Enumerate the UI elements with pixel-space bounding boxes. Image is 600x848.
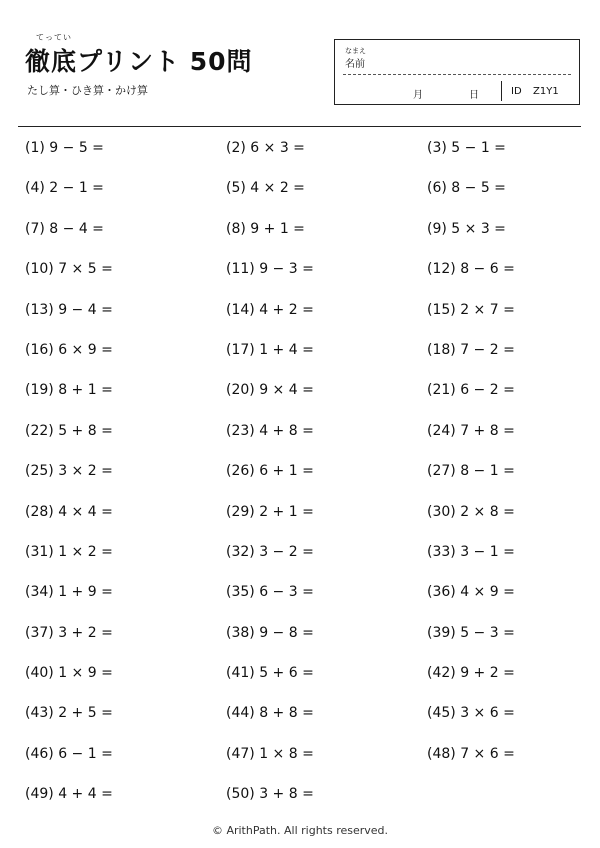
- id-value: Z1Y1: [533, 86, 559, 97]
- header-divider: [18, 126, 581, 127]
- problem-item: (2) 6 × 3 =: [226, 140, 305, 156]
- problem-item: (24) 7 + 8 =: [427, 422, 515, 439]
- page-title: 徹底プリント 50問: [25, 47, 253, 76]
- id-divider: [501, 81, 502, 101]
- problem-item: (37) 3 + 2 =: [25, 624, 113, 641]
- problem-item: (27) 8 − 1 =: [427, 463, 515, 480]
- problem-item: (25) 3 × 2 =: [25, 463, 113, 480]
- problem-item: (48) 7 × 6 =: [427, 745, 515, 762]
- problem-item: (4) 2 − 1 =: [25, 180, 104, 197]
- problem-item: (46) 6 − 1 =: [25, 745, 113, 762]
- name-label: 名前: [345, 59, 365, 70]
- month-label: 月: [413, 90, 423, 101]
- problem-item: (16) 6 × 9 =: [25, 341, 113, 358]
- problem-item: (31) 1 × 2 =: [25, 543, 113, 560]
- problem-item: (7) 8 − 4 =: [25, 220, 104, 237]
- problem-item: (18) 7 − 2 =: [427, 341, 515, 358]
- problem-item: (23) 4 + 8 =: [226, 422, 314, 439]
- problem-item: (47) 1 × 8 =: [226, 745, 314, 762]
- name-ruby: なまえ: [345, 47, 366, 55]
- problem-item: (44) 8 + 8 =: [226, 705, 314, 722]
- day-label: 日: [469, 90, 479, 101]
- copyright-footer: © ArithPath. All rights reserved.: [211, 824, 389, 837]
- problem-item: (29) 2 + 1 =: [226, 503, 314, 520]
- id-label: ID: [511, 86, 522, 97]
- problem-item: (15) 2 × 7 =: [427, 301, 515, 318]
- problem-item: (49) 4 + 4 =: [25, 786, 113, 803]
- problem-item: (28) 4 × 4 =: [25, 503, 113, 520]
- name-line: [343, 74, 571, 75]
- problem-item: (12) 8 − 6 =: [427, 261, 515, 278]
- problem-item: (13) 9 − 4 =: [25, 301, 113, 318]
- problem-item: (42) 9 + 2 =: [427, 665, 515, 682]
- problem-item: (40) 1 × 9 =: [25, 665, 113, 682]
- problem-item: (22) 5 + 8 =: [25, 422, 113, 439]
- problem-item: (17) 1 + 4 =: [226, 341, 314, 358]
- problem-item: (41) 5 + 6 =: [226, 665, 314, 682]
- problem-item: (38) 9 − 8 =: [226, 624, 314, 641]
- problem-item: (39) 5 − 3 =: [427, 624, 515, 641]
- problem-item: (50) 3 + 8 =: [226, 786, 314, 803]
- problem-item: (36) 4 × 9 =: [427, 584, 515, 601]
- problem-item: (9) 5 × 3 =: [427, 220, 506, 237]
- problem-item: (1) 9 − 5 =: [25, 140, 104, 156]
- problem-item: (26) 6 + 1 =: [226, 463, 314, 480]
- problem-item: (5) 4 × 2 =: [226, 180, 305, 197]
- problem-item: (32) 3 − 2 =: [226, 543, 314, 560]
- problem-item: (11) 9 − 3 =: [226, 261, 314, 278]
- problem-item: (10) 7 × 5 =: [25, 261, 113, 278]
- problem-item: (34) 1 + 9 =: [25, 584, 113, 601]
- problem-item: (33) 3 − 1 =: [427, 543, 515, 560]
- problem-item: (3) 5 − 1 =: [427, 140, 506, 156]
- problem-item: (6) 8 − 5 =: [427, 180, 506, 197]
- problem-item: (14) 4 + 2 =: [226, 301, 314, 318]
- problem-item: (19) 8 + 1 =: [25, 382, 113, 399]
- problem-item: (45) 3 × 6 =: [427, 705, 515, 722]
- page-subtitle: たし算・ひき算・かけ算: [27, 84, 148, 97]
- title-ruby: てってい: [36, 33, 72, 42]
- problem-item: (21) 6 − 2 =: [427, 382, 515, 399]
- problem-item: (20) 9 × 4 =: [226, 382, 314, 399]
- problem-item: (35) 6 − 3 =: [226, 584, 314, 601]
- problem-item: (30) 2 × 8 =: [427, 503, 515, 520]
- problem-grid: [25, 140, 585, 827]
- problem-item: (43) 2 + 5 =: [25, 705, 113, 722]
- name-box: [334, 39, 580, 105]
- problem-item: (8) 9 + 1 =: [226, 220, 305, 237]
